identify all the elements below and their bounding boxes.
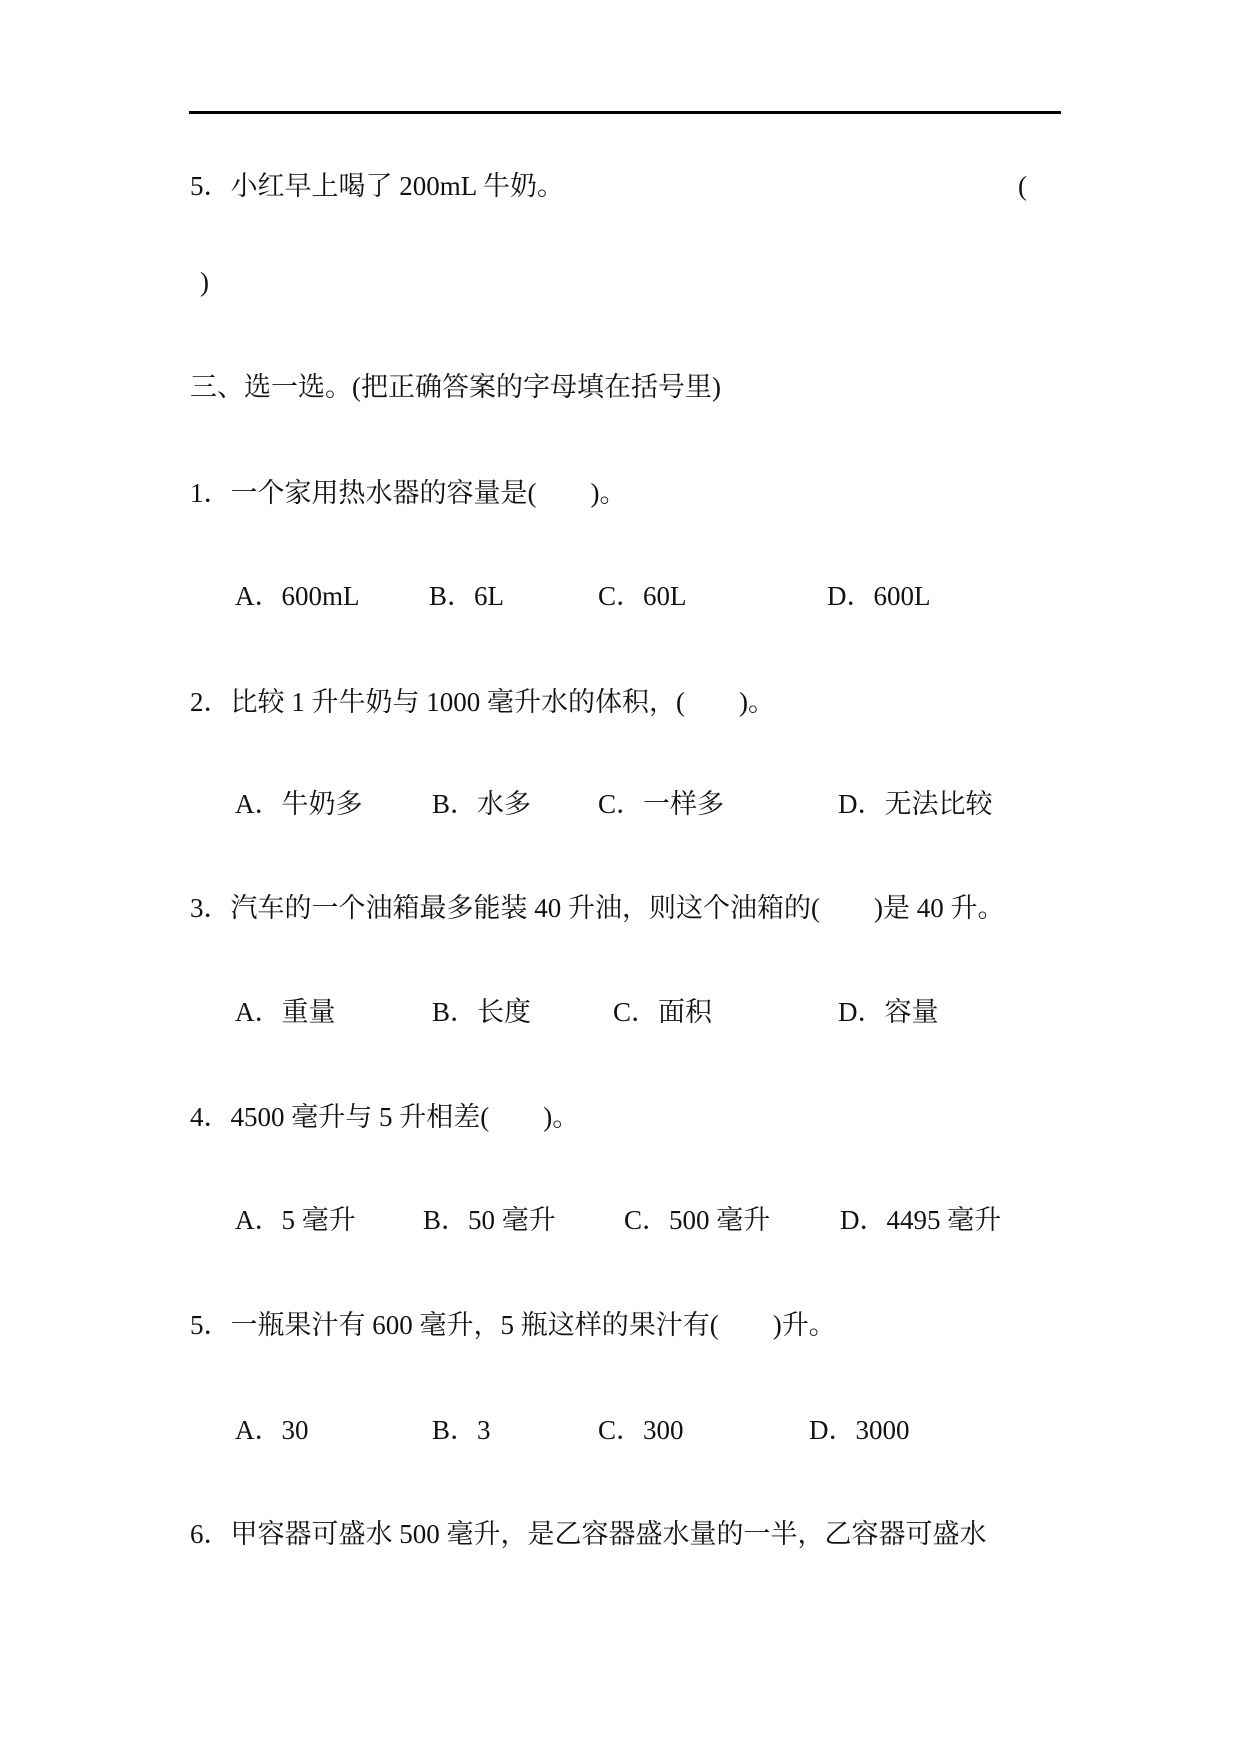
question-5: 5．一瓶果汁有 600 毫升，5 瓶这样的果汁有( )升。 [190,1310,836,1340]
question-4: 4．4500 毫升与 5 升相差( )。 [190,1102,580,1132]
option-b: B．长度 [432,997,532,1027]
question-3: 3．汽车的一个油箱最多能装 40 升油，则这个油箱的( )是 40 升。 [190,893,1005,923]
option-c: C．500 毫升 [624,1205,771,1235]
option-d: D．4495 毫升 [840,1205,1002,1235]
option-d: D．600L [827,581,931,611]
option-a: A．600mL [235,581,360,611]
option-a: A．牛奶多 [235,789,363,819]
option-b: B．水多 [432,789,532,819]
option-c: C．面积 [613,997,713,1027]
option-d: D．无法比较 [838,789,993,819]
question-1: 1．一个家用热水器的容量是( )。 [190,478,627,508]
section-heading: 三、选一选。(把正确答案的字母填在括号里) [190,372,721,402]
option-b: B．6L [429,581,505,611]
question-6: 6．甲容器可盛水 500 毫升，是乙容器盛水量的一半，乙容器可盛水 [190,1519,987,1549]
option-d: D．3000 [809,1415,910,1445]
option-a: A．30 [235,1415,309,1445]
option-a: A．5 毫升 [235,1205,356,1235]
option-c: C．300 [598,1415,684,1445]
option-a: A．重量 [235,997,336,1027]
option-b: B．50 毫升 [423,1205,556,1235]
question-text: 5．小红早上喝了 200mL 牛奶。 [190,171,564,201]
answer-paren-close: ) [200,267,209,297]
question-2: 2．比较 1 升牛奶与 1000 毫升水的体积，( )。 [190,687,775,717]
option-b: B．3 [432,1415,491,1445]
option-c: C．60L [598,581,687,611]
header-rule [189,111,1061,114]
option-c: C．一样多 [598,789,725,819]
answer-paren-open: ( [1018,171,1027,201]
option-d: D．容量 [838,997,939,1027]
